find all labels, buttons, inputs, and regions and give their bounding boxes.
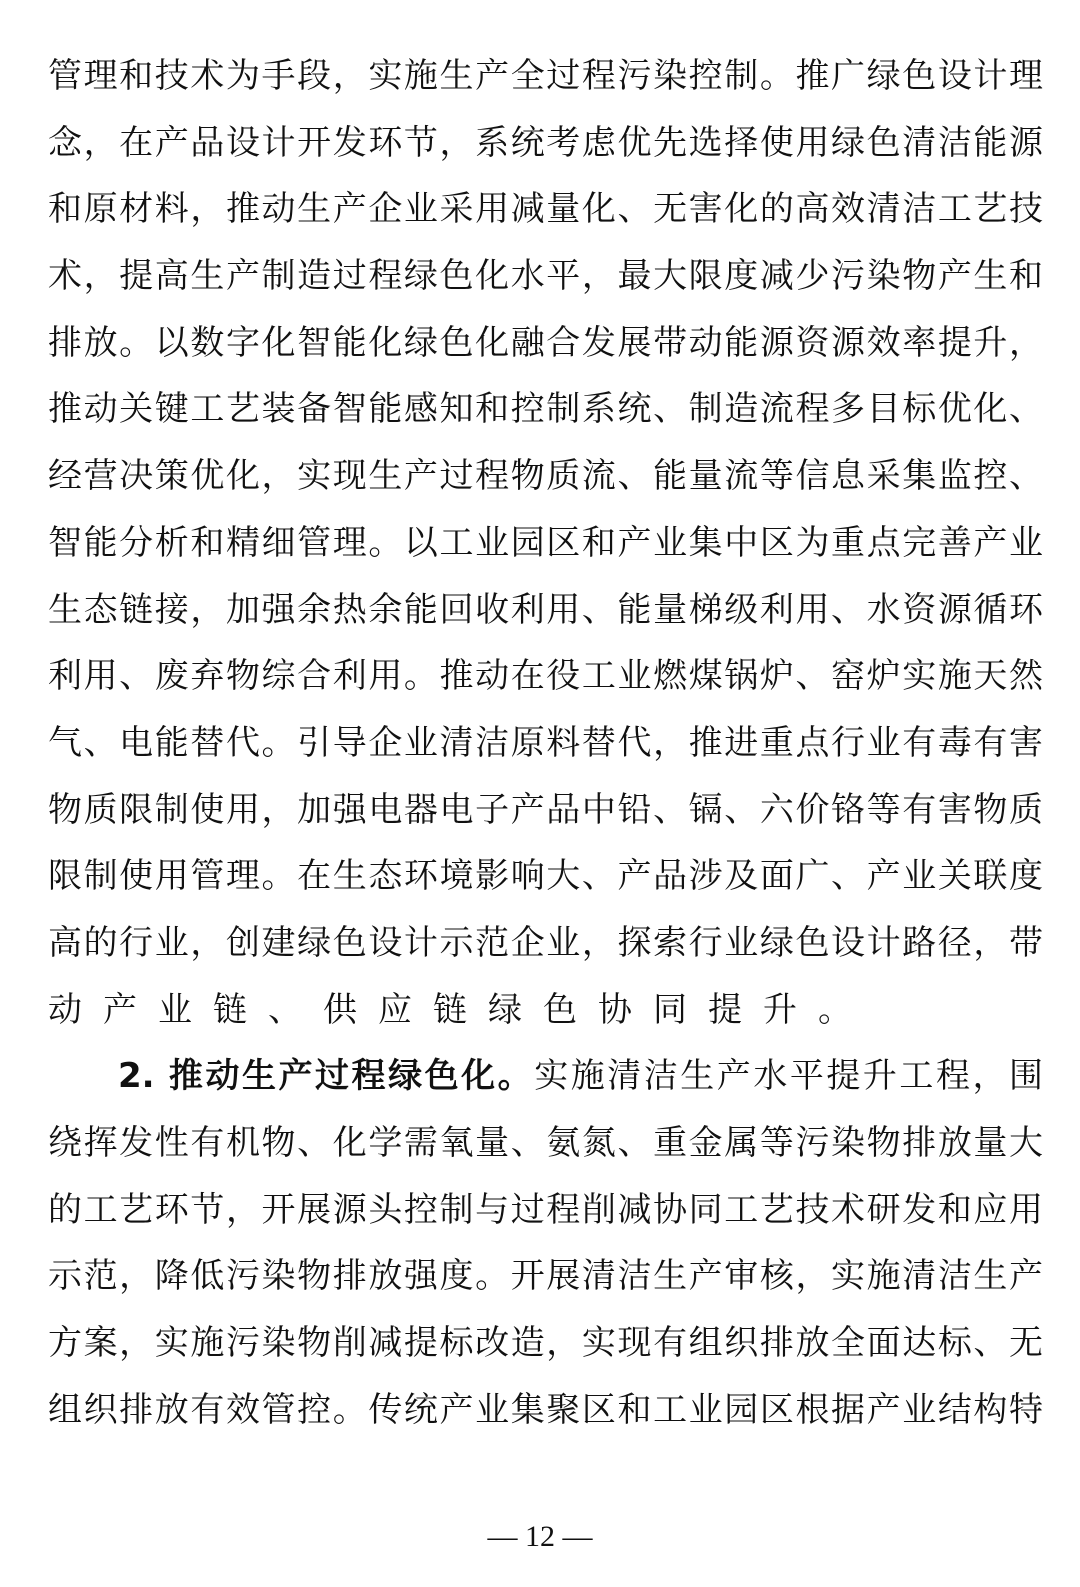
text-line: 管理和技术为手段，实施生产全过程污染控制。推广绿色设计理 [48, 56, 1043, 96]
text-line: 和原材料，推动生产企业采用减量化、无害化的高效清洁工艺技 [48, 189, 1043, 230]
paragraph-1 [48, 47, 1043, 1047]
text-line: 念，在产品设计开发环节，系统考虑优先选择使用绿色清洁能源 [48, 122, 1043, 163]
body-text [48, 47, 1043, 1447]
text-line: 智能分析和精细管理。以工业园区和产业集中区为重点完善产业 [48, 522, 1043, 563]
text-line: 方案，实施污染物削减提标改造，实现有组织排放全面达标、无 [48, 1323, 1043, 1364]
text-line: 物质限制使用，加强电器电子产品中铅、镉、六价铬等有害物质 [48, 789, 1043, 830]
text-line: 动产业链、供应链绿色协同提升。 [48, 989, 873, 1030]
text-line: 气、电能替代。引导企业清洁原料替代，推进重点行业有毒有害 [48, 722, 1043, 763]
text-line: 生态链接，加强余热余能回收利用、能量梯级利用、水资源循环 [48, 589, 1043, 630]
text-line: 组织排放有效管控。传统产业集聚区和工业园区根据产业结构特 [48, 1389, 1043, 1430]
text-line: 利用、废弃物综合利用。推动在役工业燃煤锅炉、窑炉实施天然 [48, 656, 1043, 697]
section-2-first-line-text: 实施清洁生产水平提升工程，围 [534, 1056, 1043, 1097]
section-2-first-line [48, 1047, 1043, 1114]
text-line: 绕挥发性有机物、化学需氧量、氨氮、重金属等污染物排放量大 [48, 1123, 1043, 1163]
section-2 [48, 1047, 1043, 1447]
text-line: 限制使用管理。在生态环境影响大、产品涉及面广、产业关联度 [48, 856, 1043, 897]
section-heading: 2. 推动生产过程绿色化。 [118, 1056, 535, 1097]
page-number: — 12 — [487, 1520, 593, 1553]
text-line: 术，提高生产制造过程绿色化水平，最大限度减少污染物产生和 [48, 256, 1043, 297]
text-line: 的工艺环节，开展源头控制与过程削减协同工艺技术研发和应用 [48, 1189, 1043, 1230]
text-line: 排放。以数字化智能化绿色化融合发展带动能源资源效率提升， [48, 322, 1043, 363]
text-line: 高的行业，创建绿色设计示范企业，探索行业绿色设计路径，带 [48, 922, 1043, 963]
text-line: 经营决策优化，实现生产过程物质流、能量流等信息采集监控、 [48, 456, 1043, 497]
text-line: 推动关键工艺装备智能感知和控制系统、制造流程多目标优化、 [48, 389, 1043, 430]
text-line: 示范，降低污染物排放强度。开展清洁生产审核，实施清洁生产 [48, 1256, 1043, 1297]
